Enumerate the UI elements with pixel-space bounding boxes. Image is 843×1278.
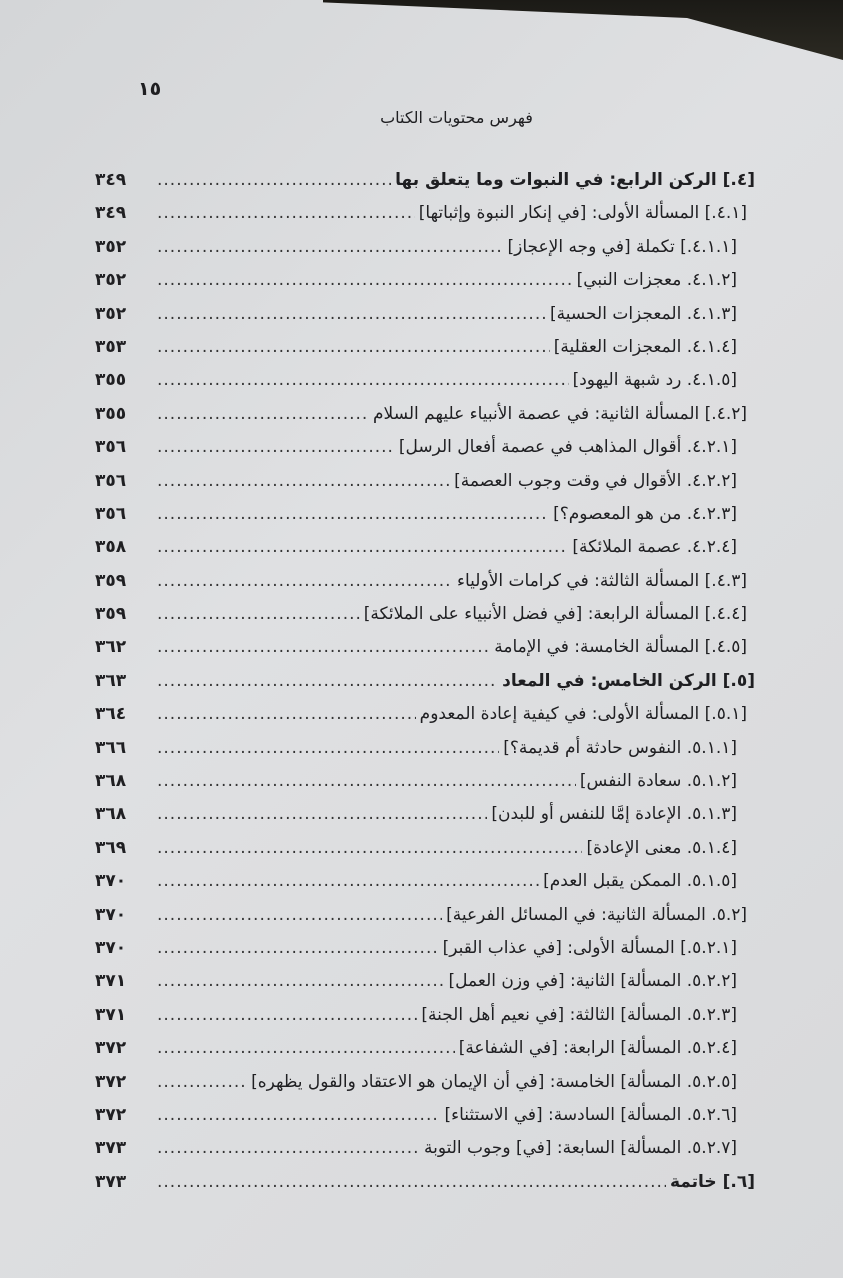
toc-entry [95, 971, 755, 1004]
toc-entry-title: [٦.] خاتمة [669, 1171, 755, 1192]
toc-entry-page: ٣٥٨ [95, 537, 127, 558]
dot-leader [157, 370, 569, 390]
toc-entry-title: [٤.٢.٣. من هو المعصوم؟] [553, 503, 737, 524]
dot-leader [157, 971, 445, 991]
toc-entry-title: [٥.١.] المسألة الأولى: في كيفية إعادة المعدوم [419, 704, 747, 725]
dot-leader [157, 337, 550, 357]
toc-entry [95, 170, 755, 203]
toc-entry-title: [٤.١.٥. رد شبهة اليهود] [572, 370, 737, 391]
dot-leader [157, 838, 582, 858]
toc-entry [95, 203, 755, 236]
toc-entry [95, 738, 755, 771]
dot-leader [157, 938, 439, 958]
page-number: ١٥ [138, 78, 162, 100]
toc-entry-title: [٥.٢.٢. المسألة] الثانية: [في وزن العمل] [448, 971, 737, 992]
toc-entry-title: [٤.١.١.] تكملة [في وجه الإعجاز] [507, 236, 737, 257]
toc-entry-page: ٣٦٤ [95, 704, 127, 725]
toc-entry-page: ٣٧١ [95, 971, 127, 992]
toc-entry-page: ٣٥٢ [95, 236, 127, 257]
dot-leader [157, 270, 573, 290]
dot-leader [157, 304, 546, 324]
toc-entry-title: [٥.٢.٦. المسألة] السادسة: [في الاستثناء] [444, 1104, 737, 1125]
toc-entry-title: [٥.٢. المسألة الثانية: في المسائل الفرعية] [446, 904, 747, 925]
toc-entry-title: [٤.٥.] المسألة الخامسة: في الإمامة [494, 637, 747, 658]
toc-entry-page: ٣٥٦ [95, 503, 127, 524]
toc-entry-title: [٤.] الركن الرابع: في النبوات وما يتعلق بها [395, 170, 755, 190]
dot-leader [157, 1105, 440, 1125]
toc-entry-title: [٤.١.٣. المعجزات الحسية] [550, 303, 737, 324]
toc-entry-page: ٣٧٠ [95, 937, 127, 958]
dot-leader [157, 237, 503, 257]
dot-leader [157, 437, 395, 457]
toc-entry [95, 804, 755, 837]
toc-entry-page: ٣٦٦ [95, 737, 127, 758]
toc-entry-page: ٣٦٩ [95, 837, 127, 858]
toc-entry [95, 671, 755, 704]
toc-entry-page: ٣٧٠ [95, 871, 127, 892]
toc-entry-page: ٣٧٢ [95, 1104, 127, 1125]
toc-entry-title: [٥.] الركن الخامس: في المعاد [502, 670, 755, 691]
toc-entry [95, 437, 755, 470]
toc-entry-title: [٥.١.٢. سعادة النفس] [579, 771, 737, 792]
dot-leader [157, 404, 369, 424]
toc-entry-title: [٥.٢.٧. المسألة] السابعة: [في] وجوب التوبة [423, 1138, 737, 1159]
dot-leader [157, 203, 415, 223]
toc-entry [95, 1105, 755, 1138]
dot-leader [157, 671, 498, 691]
toc-entry [95, 905, 755, 938]
dot-leader [157, 771, 576, 791]
toc-entry-page: ٣٦٣ [95, 670, 127, 691]
toc-entry [95, 1172, 755, 1205]
toc-entry-title: [٥.١.٤. معنى الإعادة] [586, 837, 737, 858]
toc-entry-page: ٣٤٩ [95, 203, 127, 224]
toc-entry-page: ٣٧٢ [95, 1071, 127, 1092]
toc-entry-title: [٤.٤.] المسألة الرابعة: [في فضل الأنبياء على الملائكة] [363, 604, 747, 625]
toc-entry [95, 938, 755, 971]
toc-entry-title: [٤.٢.٢. الأقوال في وقت وجوب العصمة] [454, 470, 737, 491]
dot-leader [157, 1005, 417, 1025]
toc-entry [95, 1038, 755, 1071]
toc-entry [95, 504, 755, 537]
toc-entry-title: [٥.٢.٤. المسألة] الرابعة: [في الشفاعة] [458, 1038, 737, 1059]
toc-entry-title: [٥.٢.١.] المسألة الأولى: [في عذاب القبر] [442, 937, 737, 958]
toc-entry [95, 537, 755, 570]
toc-entry [95, 370, 755, 403]
toc-entry-page: ٣٥٥ [95, 370, 127, 391]
dot-leader [157, 504, 549, 524]
toc-entry [95, 1072, 755, 1105]
toc-entry-title: [٤.١.٤. المعجزات العقلية] [553, 336, 737, 357]
dot-leader [157, 1072, 247, 1092]
toc-entry-page: ٣٥٥ [95, 403, 127, 424]
toc-entry-title: [٥.١.٥. الممكن يقبل العدم] [543, 871, 737, 892]
toc-entry-page: ٣٥٩ [95, 570, 127, 591]
toc-entry [95, 304, 755, 337]
toc-entry [95, 270, 755, 303]
toc-entry-title: [٤.٢.١. أقوال المذاهب في عصمة أفعال الرسل] [398, 437, 737, 458]
toc-entry [95, 1138, 755, 1171]
toc-entry-title: [٥.١.٣. الإعادة إمَّا للنفس أو للبدن] [491, 804, 737, 825]
toc-entry-title: [٤.١.٢. معجزات النبي] [576, 270, 737, 291]
toc-entry-page: ٣٥٦ [95, 437, 127, 458]
toc-entry-page: ٣٧٣ [95, 1171, 127, 1192]
dot-leader [157, 1138, 420, 1158]
toc-entry-page: ٣٦٢ [95, 637, 127, 658]
toc-entry-page: ٣٥٣ [95, 336, 127, 357]
toc-entry [95, 571, 755, 604]
dot-leader [157, 738, 499, 758]
toc-entry-page: ٣٥٢ [95, 303, 127, 324]
dot-leader [157, 537, 568, 557]
dot-leader [157, 637, 490, 657]
toc-entry-title: [٤.٢.] المسألة الثانية: في عصمة الأنبياء عليهم السلام [373, 403, 747, 424]
dot-leader [157, 905, 442, 925]
book-cover-edge [323, 0, 843, 60]
dot-leader [157, 604, 360, 624]
toc-entry-title: [٥.٢.٥. المسألة] الخامسة: [في أن الإيمان هو الاعتقاد والقول يظهره] [251, 1071, 737, 1092]
dot-leader [157, 871, 539, 891]
toc-entry [95, 871, 755, 904]
toc-entry-page: ٣٥٢ [95, 270, 127, 291]
toc-entry-page: ٣٤٩ [95, 170, 127, 190]
dot-leader [157, 471, 450, 491]
dot-leader [157, 571, 453, 591]
toc-entry [95, 337, 755, 370]
toc-entry [95, 704, 755, 737]
toc-entry-page: ٣٧١ [95, 1004, 127, 1025]
toc-entry-page: ٣٧٣ [95, 1138, 127, 1159]
toc-entry [95, 637, 755, 670]
toc-entry-title: [٥.١.١. النفوس حادثة أم قديمة؟] [503, 737, 737, 758]
toc-entry [95, 404, 755, 437]
toc-entry-title: [٤.٢.٤. عصمة الملائكة] [572, 537, 737, 558]
toc-entry-page: ٣٧٢ [95, 1038, 127, 1059]
toc-entry-title: [٥.٢.٣. المسألة] الثالثة: [في نعيم أهل الجنة] [421, 1004, 737, 1025]
toc-entry [95, 471, 755, 504]
toc-entry [95, 838, 755, 871]
toc-entry-title: [٤.١.] المسألة الأولى: [في إنكار النبوة وإثباتها] [418, 203, 747, 224]
dot-leader [157, 704, 416, 724]
toc-entry-page: ٣٧٠ [95, 904, 127, 925]
dot-leader [157, 804, 487, 824]
toc-entry [95, 1005, 755, 1038]
dot-leader [157, 170, 391, 190]
toc-entry [95, 771, 755, 804]
dot-leader [157, 1038, 455, 1058]
toc-entry [95, 237, 755, 270]
toc-entry-page: ٣٦٨ [95, 804, 127, 825]
running-title: فهرس محتويات الكتاب [380, 108, 533, 127]
toc-entry-page: ٣٦٨ [95, 771, 127, 792]
table-of-contents [95, 170, 755, 1205]
toc-entry-page: ٣٥٩ [95, 604, 127, 625]
dot-leader [157, 1172, 666, 1192]
toc-entry-page: ٣٥٦ [95, 470, 127, 491]
toc-entry-title: [٤.٣.] المسألة الثالثة: في كرامات الأولياء [457, 570, 747, 591]
toc-entry [95, 604, 755, 637]
